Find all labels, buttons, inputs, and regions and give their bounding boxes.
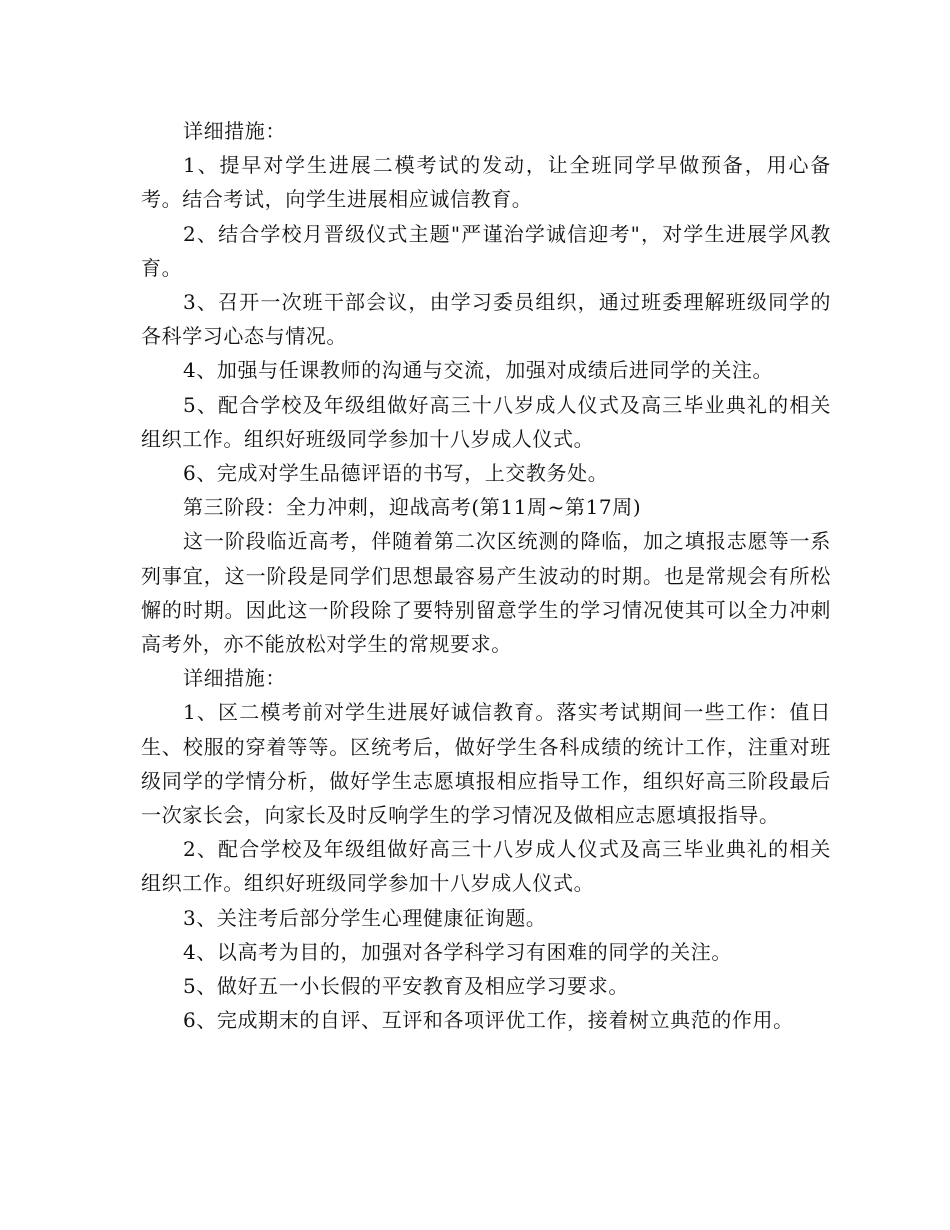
paragraph-stage-3-item-1: 1、区二模考前对学生进展好诚信教育。落实考试期间一些工作：值日生、校服的穿着等等。区统考后，做好学生各科成绩的统计工作，注重对班级同学的学情分析，做好学生志愿填报相应指导工作，组织好高三阶段最后一次家长会，向家长及时反响学生的学习情况及做相应志愿填报指导。 (141, 700, 831, 828)
paragraph-stage-3-item-5: 5、做好五一小长假的平安教育及相应学习要求。 (183, 974, 629, 999)
document-body (141, 114, 831, 1037)
paragraph-item-2: 2、结合学校月晋级仪式主题"严谨治学诚信迎考"，对学生进展学风教育。 (141, 221, 831, 280)
paragraph-stage-3-intro: 这一阶段临近高考，伴随着第二次区统测的降临，加之填报志愿等一系列事宜，这一阶段是同学们思想最容易产生波动的时期。也是常规会有所松懈的时期。因此这一阶段除了要特别留意学生的学习情况使其可以全力冲刺高考外，亦不能放松对学生的常规要求。 (141, 529, 831, 657)
paragraph-item-5: 5、配合学校及年级组做好高三十八岁成人仪式及高三毕业典礼的相关组织工作。组织好班级同学参加十八岁成人仪式。 (141, 392, 831, 451)
paragraph-item-3: 3、召开一次班干部会议，由学习委员组织，通过班委理解班级同学的各科学习心态与情况。 (141, 290, 831, 349)
paragraph-measures-heading-1: 详细措施： (183, 119, 286, 143)
paragraph-stage-3-item-2: 2、配合学校及年级组做好高三十八岁成人仪式及高三毕业典礼的相关组织工作。组织好班级同学参加十八岁成人仪式。 (141, 837, 831, 896)
paragraph-stage-3-item-3: 3、关注考后部分学生心理健康征询题。 (183, 905, 547, 930)
paragraph-stage-3-item-4: 4、以高考为目的，加强对各学科学习有困难的同学的关注。 (183, 939, 732, 964)
paragraph-stage-3-item-6: 6、完成期末的自评、互评和各项评优工作，接着树立典范的作用。 (183, 1008, 794, 1033)
section-heading-stage-3: 第三阶段：全力冲刺，迎战高考(第11周~第17周) (183, 495, 642, 520)
paragraph-item-1: 1、提早对学生进展二模考试的发动，让全班同学早做预备，用心备考。结合考试，向学生进展相应诚信教育。 (141, 153, 831, 212)
paragraph-measures-heading-2: 详细措施： (183, 666, 286, 691)
paragraph-item-4: 4、加强与任课教师的沟通与交流，加强对成绩后进同学的关注。 (183, 358, 774, 383)
paragraph-item-6: 6、完成对学生品德评语的书写，上交教务处。 (183, 461, 609, 486)
